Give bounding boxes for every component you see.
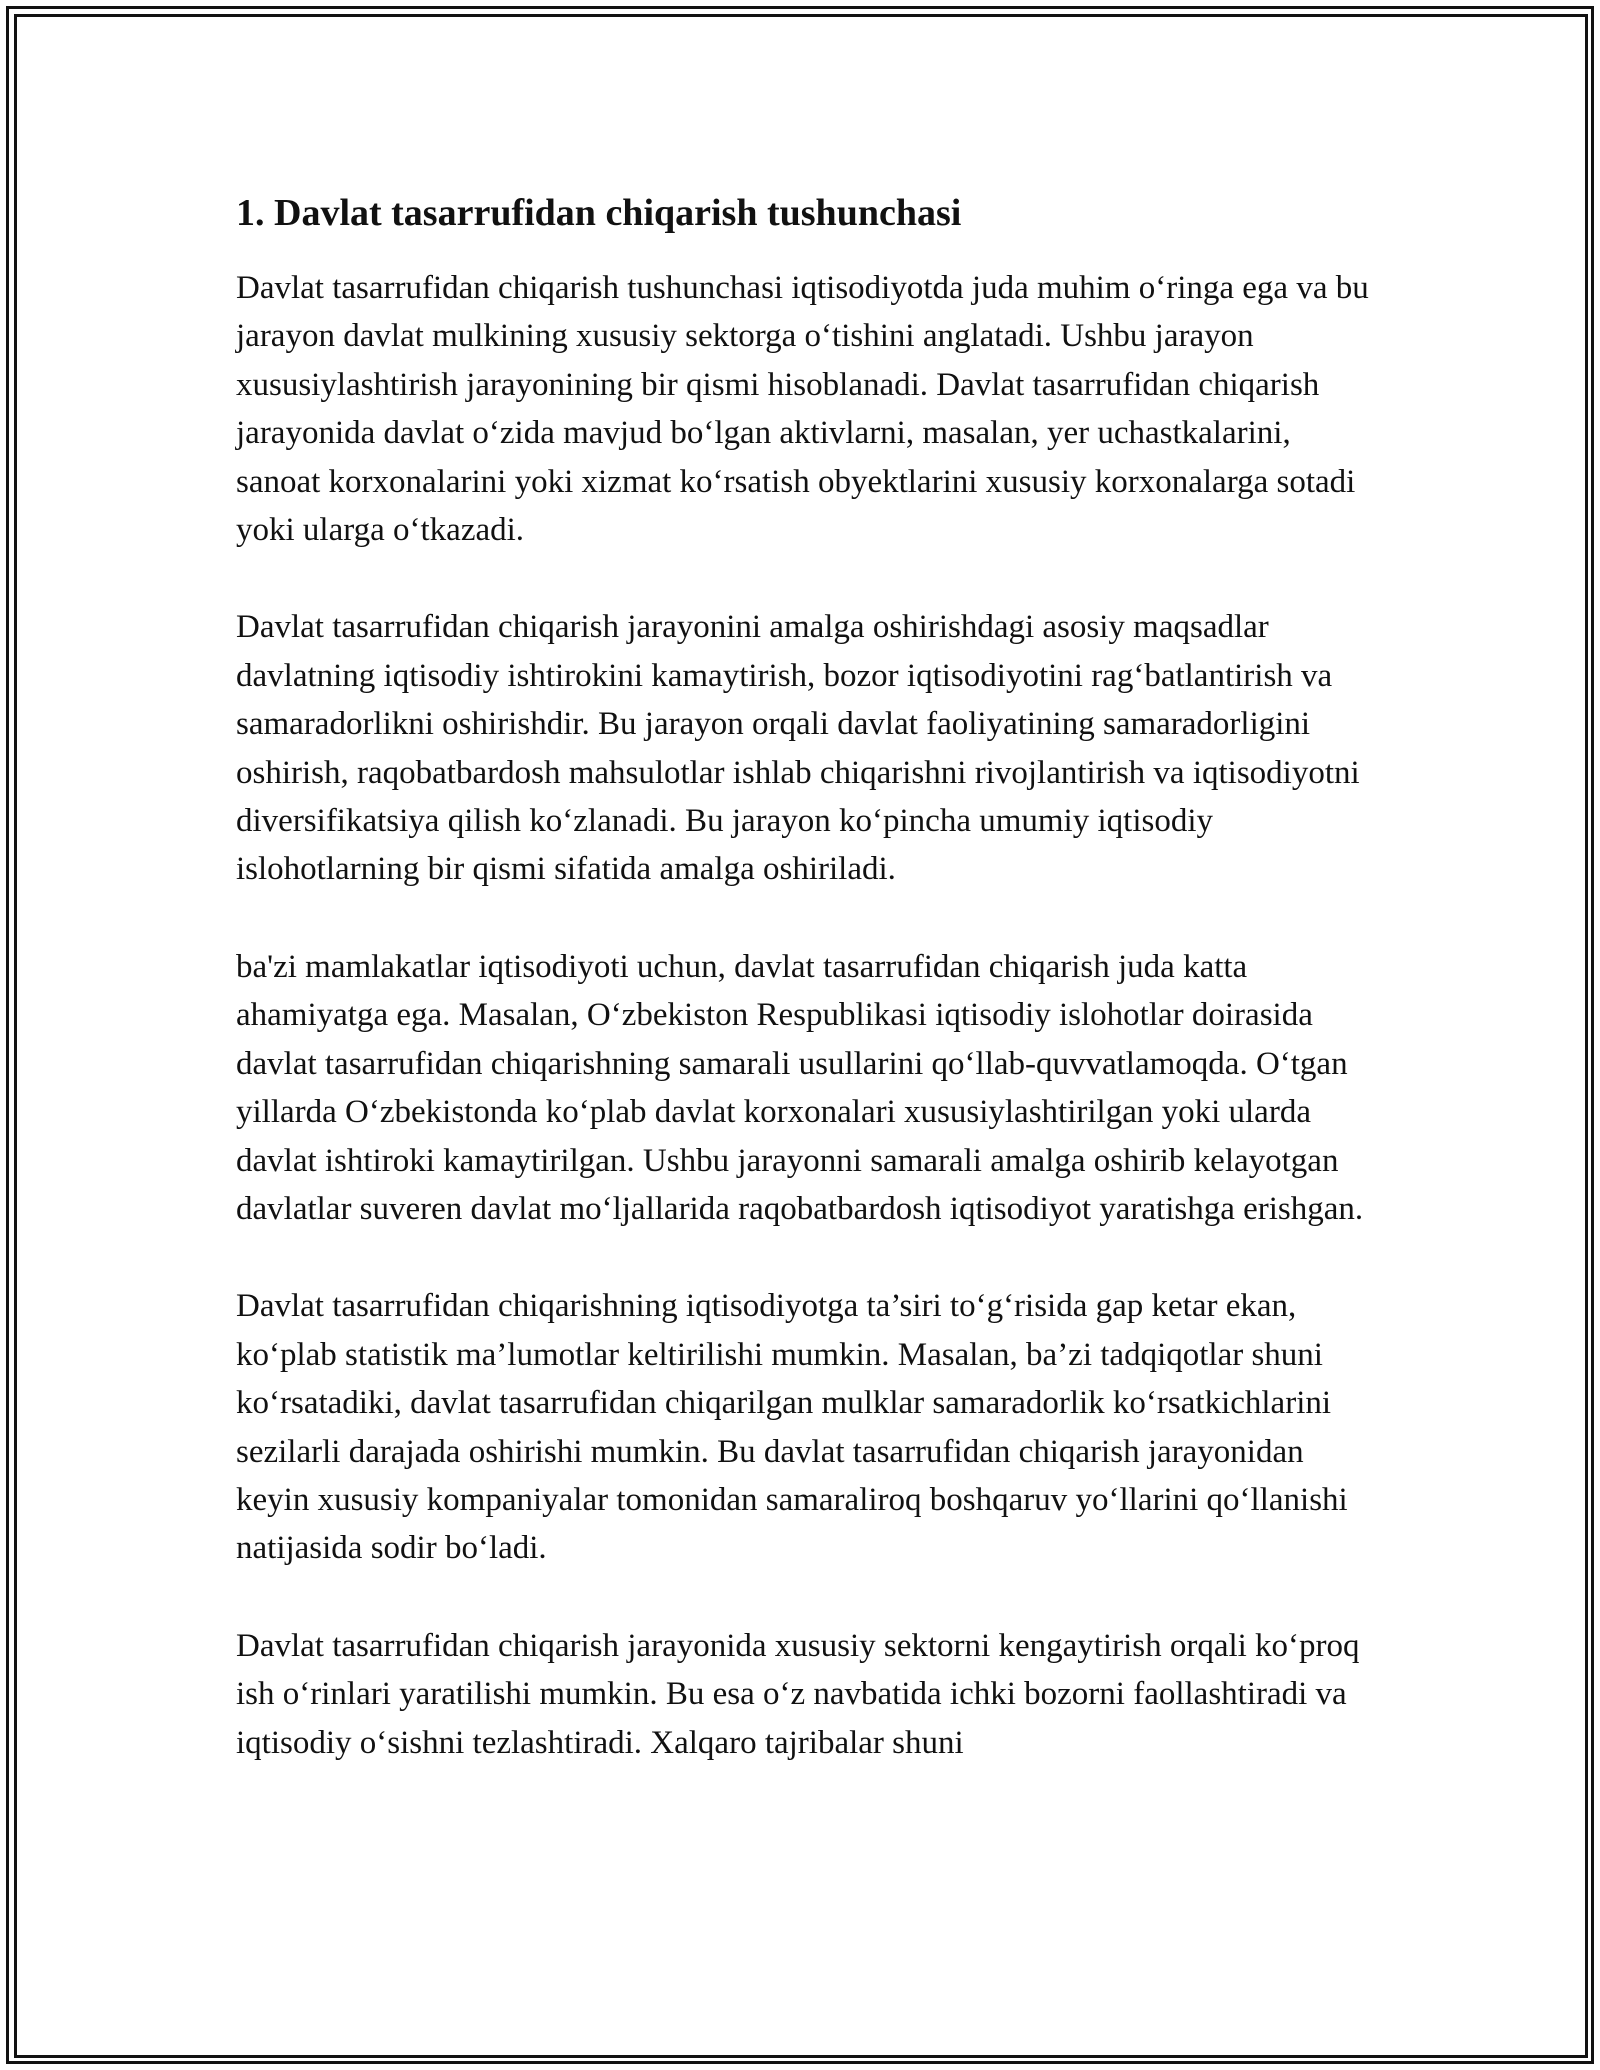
paragraph-3: ba'zi mamlakatlar iqtisodiyoti uchun, davlat tasarrufidan chiqarish juda katta ahamiyatga ega. Masalan, O‘zbekiston Respublikasi iqtisodiy islohotlar doirasida davlat tasarrufidan chiqarishning samarali usullarini qo‘llab-quvvatlamoqda. O‘tgan yillarda O‘zbekistonda ko‘plab davlat korxonalari xususiylashtirilgan yoki ularda davlat ishtiroki kamaytirilgan. Ushbu jarayonni samarali amalga oshirib kelayotgan davlatlar suveren davlat mo‘ljallarida raqobatbardosh iqtisodiyot yaratishga erishgan. <box>236 948 1364 1227</box>
paragraph-4: Davlat tasarrufidan chiqarishning iqtisodiyotga ta’siri to‘g‘risida gap ketar ekan, ko‘plab statistik ma’lumotlar keltirilishi mumkin. Masalan, ba’zi tadqiqotlar shuni ko‘rsatadiki, davlat tasarrufidan chiqarilgan mulklar samaradorlik ko‘rsatkichlarini sezilarli darajada oshirishi mumkin. Bu davlat tasarrufidan chiqarish jarayonidan keyin xususiy kompaniyalar tomonidan samaraliroq boshqaruv yo‘llarini qo‘llanishi natijasida sodir bo‘ladi. <box>236 1288 1348 1567</box>
paragraph-5: Davlat tasarrufidan chiqarish jarayonida xususiy sektorni kengaytirish orqali ko‘proq ish o‘rinlari yaratilishi mumkin. Bu esa o‘z navbatida ichki bozorni faollashtiradi va iqtisodiy o‘sishni tezlashtiradi. Xalqaro tajribalar shuni <box>236 1627 1360 1761</box>
document-body <box>236 186 1376 1816</box>
paragraph-2: Davlat tasarrufidan chiqarish jarayonini amalga oshirishdagi asosiy maqsadlar davlatning iqtisodiy ishtirokini kamaytirish, bozor iqtisodiyotini rag‘batlantirish va samaradorlikni oshirishdir. Bu jarayon orqali davlat faoliyatining samaradorligini oshirish, raqobatbardosh mahsulotlar ishlab chiqarishni rivojlantirish va iqtisodiyotni diversifikatsiya qilish ko‘zlanadi. Bu jarayon ko‘pincha umumiy iqtisodiy islohotlarning bir qismi sifatida amalga oshiriladi. <box>236 609 1360 888</box>
section-heading: 1. Davlat tasarrufidan chiqarish tushunchasi <box>236 192 962 234</box>
paragraph-1: Davlat tasarrufidan chiqarish tushunchasi iqtisodiyotda juda muhim o‘ringa ega va bu jarayon davlat mulkining xususiy sektorga o‘tishini anglatadi. Ushbu jarayon xususiylashtirish jarayonining bir qismi hisoblanadi. Davlat tasarrufidan chiqarish jarayonida davlat o‘zida mavjud bo‘lgan aktivlarni, masalan, yer uchastkalarini, sanoat korxonalarini yoki xizmat ko‘rsatish obyektlarini xususiy korxonalarga sotadi yoki ularga o‘tkazadi. <box>236 270 1369 549</box>
